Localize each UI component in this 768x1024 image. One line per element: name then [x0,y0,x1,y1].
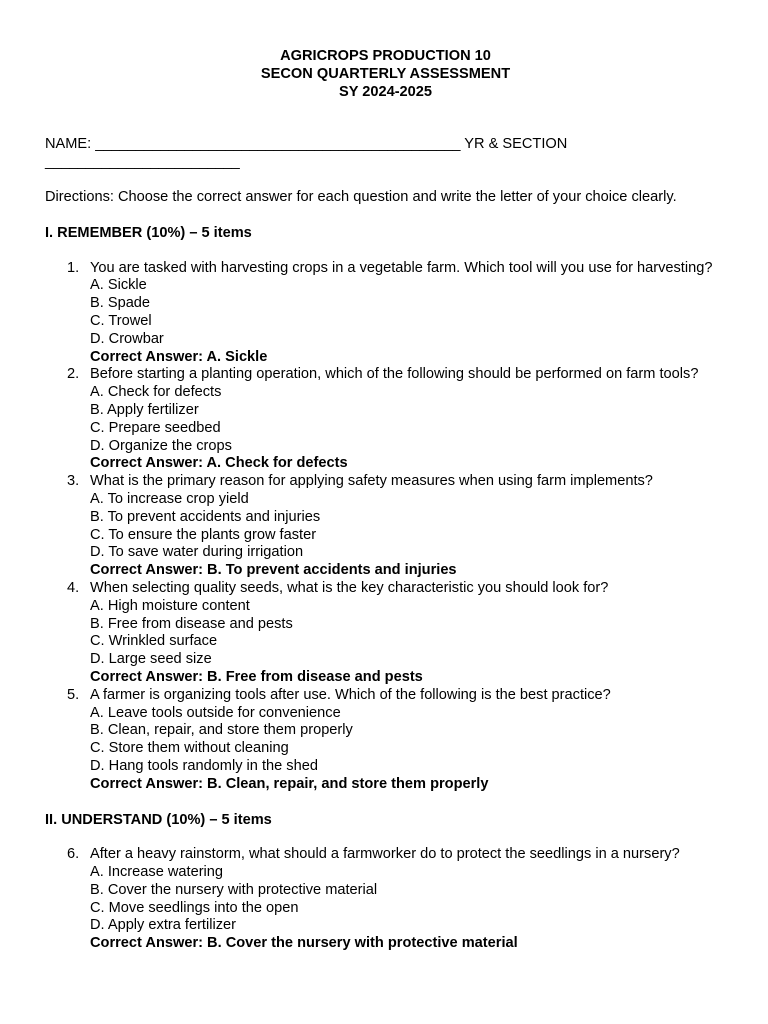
question-item [45,473,728,580]
name-section-line: NAME: _____________________________________________ YR & SECTION ________________________ [45,136,568,170]
question-text: After a heavy rainstorm, what should a farmworker do to protect the seedlings in a nursery? [90,846,680,863]
choice-b: B. Clean, repair, and store them properly [90,722,353,739]
choice-c: C. Move seedlings into the open [90,899,299,916]
choice-a: A. To increase crop yield [90,490,249,507]
assessment-title: SECON QUARTERLY ASSESSMENT [260,66,511,82]
document-header [43,47,728,101]
choice-d: D. To save water during irrigation [90,544,304,561]
choice-b: B. Free from disease and pests [90,615,293,632]
subject-title: AGRICROPS PRODUCTION 10 [280,48,491,64]
question-number: 6. [67,846,80,863]
choice-c: C. To ensure the plants grow faster [90,526,317,543]
choice-a: A. Increase watering [90,864,224,881]
section-title: II. UNDERSTAND (10%) – 5 items [45,811,272,828]
question-text: What is the primary reason for applying safety measures when using farm implements? [90,473,653,490]
choice-d: D. Large seed size [90,651,212,668]
correct-answer: Correct Answer: A. Sickle [90,348,268,365]
choice-a: A. Leave tools outside for convenience [90,704,341,721]
choice-c: C. Wrinkled surface [90,633,218,650]
correct-answer: Correct Answer: B. Clean, repair, and store them properly [90,775,489,792]
choice-b: B. Spade [90,295,151,312]
section-title: I. REMEMBER (10%) – 5 items [45,224,252,241]
question-list [45,260,728,794]
choice-d: D. Apply extra fertilizer [90,917,236,934]
choice-b: B. Apply fertilizer [90,401,199,418]
school-year: SY 2024-2025 [338,84,433,100]
directions: Directions: Choose the correct answer for each question and write the letter of your choice clearly. [45,189,677,205]
choice-b: B. Cover the nursery with protective material [90,881,378,898]
question-item [45,580,728,687]
choice-d: D. Hang tools randomly in the shed [90,757,318,774]
correct-answer: Correct Answer: B. To prevent accidents and injuries [90,562,457,579]
question-list [45,846,728,953]
question-number: 2. [67,366,80,383]
choice-a: A. Check for defects [90,384,222,401]
question-item [45,846,728,953]
question-number: 3. [67,473,80,490]
correct-answer: Correct Answer: B. Free from disease and pests [90,668,423,685]
question-number: 1. [67,259,80,276]
choice-c: C. Trowel [90,312,152,329]
choice-c: C. Prepare seedbed [90,419,221,436]
question-text: You are tasked with harvesting crops in a vegetable farm. Which tool will you use for harvesting? [90,259,713,276]
question-item [45,687,728,794]
question-text: Before starting a planting operation, which of the following should be performed on farm tools? [90,366,699,383]
correct-answer: Correct Answer: A. Check for defects [90,455,348,472]
choice-a: A. Sickle [90,277,147,294]
choice-d: D. Crowbar [90,330,164,347]
question-text: When selecting quality seeds, what is the key characteristic you should look for? [90,579,609,596]
question-item [45,260,728,367]
choice-a: A. High moisture content [90,597,250,614]
correct-answer: Correct Answer: B. Cover the nursery with protective material [90,935,518,952]
choice-c: C. Store them without cleaning [90,740,289,757]
question-number: 4. [67,579,80,596]
question-number: 5. [67,686,80,703]
choice-b: B. To prevent accidents and injuries [90,508,321,525]
choice-d: D. Organize the crops [90,437,232,454]
question-item [45,366,728,473]
question-text: A farmer is organizing tools after use. Which of the following is the best practice? [90,686,611,703]
